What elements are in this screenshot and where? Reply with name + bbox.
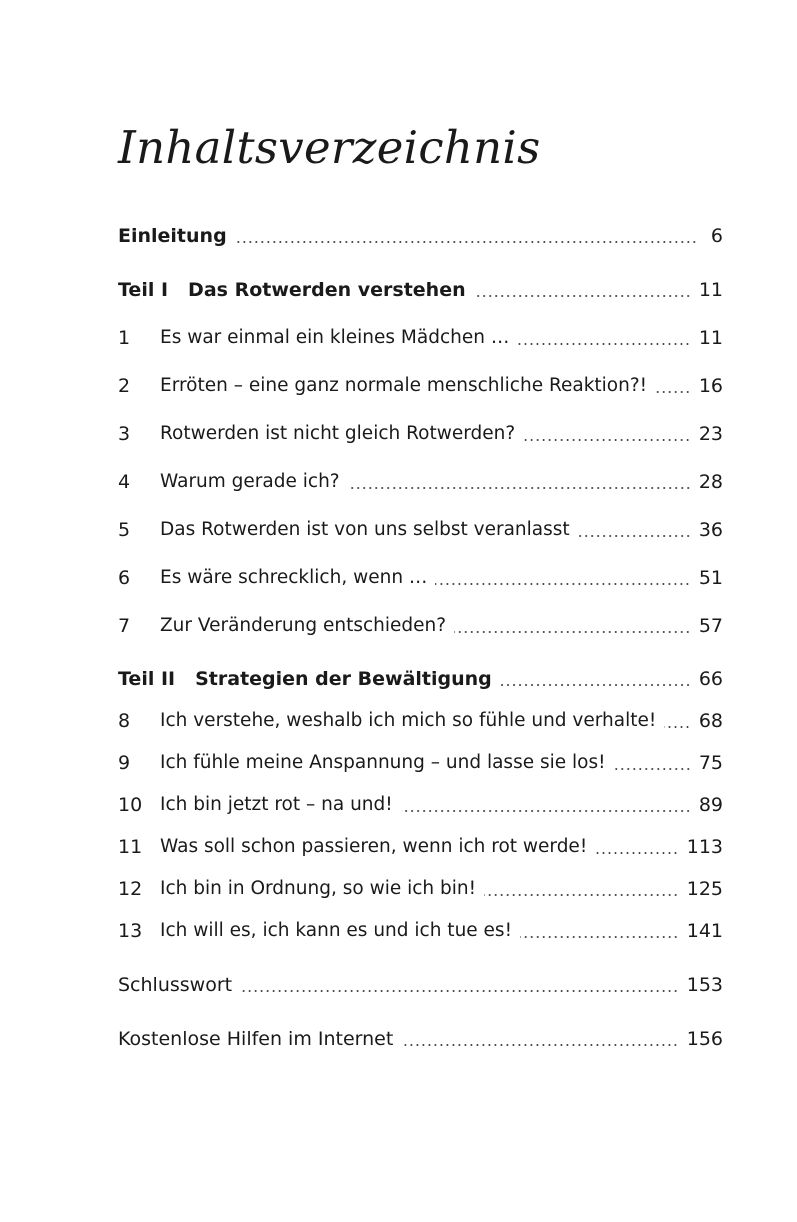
dot-leader [614,768,691,770]
toc-entry-label: Rotwerden ist nicht gleich Rotwerden? [160,423,516,444]
dot-leader [523,439,691,441]
toc-entry-number: 8 [118,710,131,732]
dot-leader [500,684,691,686]
toc-entry-label: Es war einmal ein kleines Mädchen … [160,327,510,348]
toc-entry-number: 3 [118,423,131,445]
toc-entry [118,833,723,861]
toc-entry-number: Teil II [118,668,176,690]
dot-leader [235,241,697,243]
dot-leader [348,487,691,489]
toc-entry-label: Kostenlose Hilfen im Internet [118,1028,394,1050]
dot-leader [474,295,691,297]
toc-entry-number: 9 [118,752,131,774]
toc-entry-number: 12 [118,878,143,900]
toc-entry [118,917,723,945]
toc-entry-number: 7 [118,615,131,637]
toc-entry-number: 6 [118,567,131,589]
toc-entry-page-number: 11 [698,327,723,349]
toc-entry-number: Teil I [118,279,169,301]
toc-entry-page-number: 113 [686,836,723,858]
toc-entry-label: Warum gerade ich? [160,471,340,492]
toc-entry [118,564,723,592]
toc-entry-label: Ich verstehe, weshalb ich mich so fühle und verhalte! [160,710,657,731]
toc-entry [118,749,723,777]
toc-entry-label: Das Rotwerden ist von uns selbst veranlasst [160,519,570,540]
toc-entry-page-number: 6 [710,225,723,247]
toc-entry-page-number: 89 [698,794,723,816]
dot-leader [454,631,691,633]
dot-leader [517,343,690,345]
toc-entry [118,665,723,693]
toc-entry-page-number: 23 [698,423,723,445]
toc-entry [118,222,723,250]
toc-entry [118,791,723,819]
toc-entry [118,372,723,400]
toc-entry-page-number: 36 [698,519,723,541]
dot-leader [401,810,691,812]
toc-entry [118,971,723,999]
toc-entry-label: Ich will es, ich kann es und ich tue es! [160,920,512,941]
toc-entry-number: 11 [118,836,143,858]
toc-entry-label: Einleitung [118,225,227,247]
toc-entry-number: 1 [118,327,131,349]
dot-leader [520,936,679,938]
toc-entry-number: 5 [118,519,131,541]
dot-leader [578,535,691,537]
toc-entry-label: Das Rotwerden verstehen [188,279,466,301]
dot-leader [240,990,679,992]
dot-leader [401,1044,678,1046]
table-of-contents [118,0,723,1222]
toc-entry-label: Ich bin in Ordnung, so wie ich bin! [160,878,477,899]
toc-entry-page-number: 16 [698,375,723,397]
toc-entry [118,516,723,544]
dot-leader [664,726,691,728]
toc-entry-page-number: 28 [698,471,723,493]
dot-leader [484,894,679,896]
toc-entry-page-number: 75 [698,752,723,774]
toc-entry-label: Zur Veränderung entschieden? [160,615,447,636]
toc-entry [118,324,723,352]
toc-entry [118,468,723,496]
toc-entry-label: Schlusswort [118,974,233,996]
toc-entry-page-number: 51 [698,567,723,589]
toc-entry-number: 4 [118,471,131,493]
toc-entry [118,420,723,448]
toc-entry-label: Strategien der Bewältigung [195,668,492,690]
toc-entry-label: Es wäre schrecklich, wenn … [160,567,428,588]
toc-entry-page-number: 141 [686,920,723,942]
toc-entry [118,875,723,903]
toc-entry-page-number: 125 [686,878,723,900]
toc-entry-number: 10 [118,794,143,816]
toc-entry-label: Ich bin jetzt rot – na und! [160,794,393,815]
dot-leader [655,391,691,393]
toc-entry-label: Ich fühle meine Anspannung – und lasse sie los! [160,752,606,773]
dot-leader [435,583,690,585]
toc-entry [118,707,723,735]
toc-entry-label: Was soll schon passieren, wenn ich rot werde! [160,836,588,857]
toc-entry-page-number: 153 [686,974,723,996]
toc-entry [118,1025,723,1053]
toc-entry [118,612,723,640]
toc-entry-number: 2 [118,375,131,397]
toc-entry-page-number: 68 [698,710,723,732]
toc-entry-label: Erröten – eine ganz normale menschliche Reaktion?! [160,375,648,396]
toc-entry-page-number: 11 [698,279,723,301]
toc-entry [118,276,723,304]
toc-entry-page-number: 57 [698,615,723,637]
toc-entry-page-number: 66 [698,668,723,690]
toc-entry-number: 13 [118,920,143,942]
toc-entry-page-number: 156 [686,1028,723,1050]
page-title: Inhaltsverzeichnis [118,121,541,174]
dot-leader [595,852,679,854]
